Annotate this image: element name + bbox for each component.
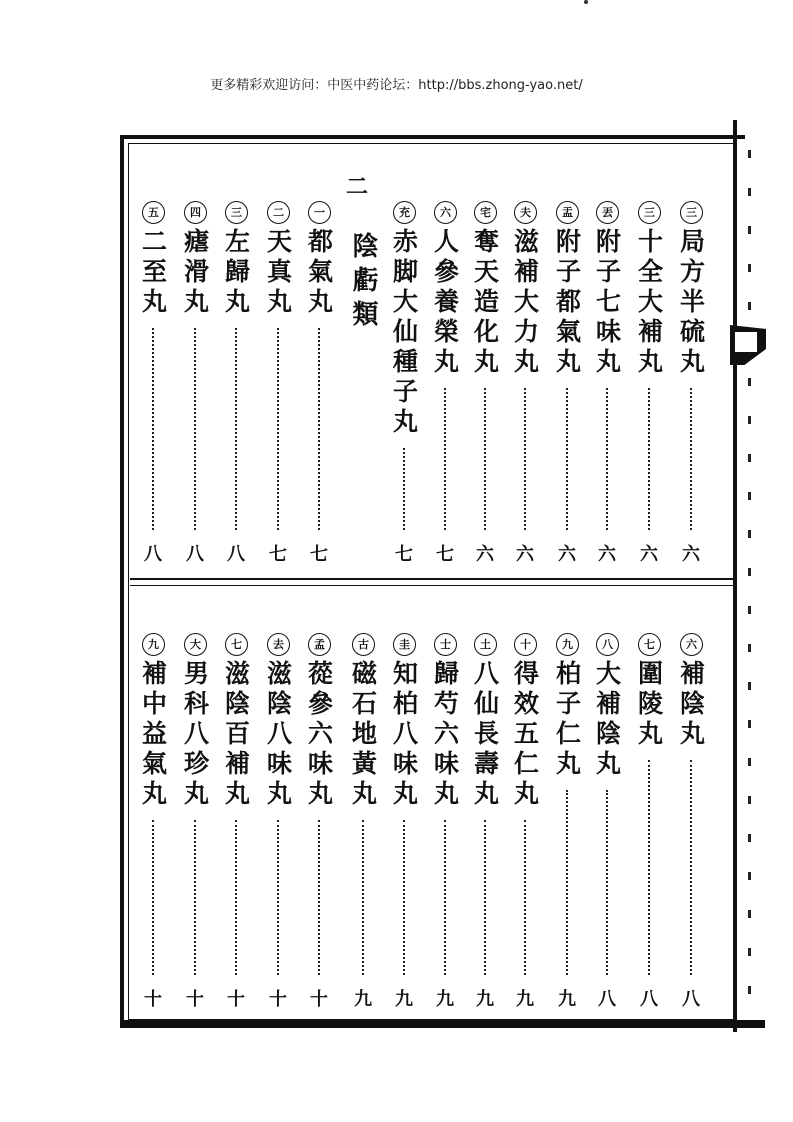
toc-entry (427, 633, 463, 810)
entry-title: 二至丸 (138, 228, 168, 318)
entry-page-number: 六 (558, 544, 576, 565)
entry-title: 圍陵丸 (634, 660, 664, 750)
entry-title: 八仙長壽丸 (470, 660, 500, 810)
entry-number: 一 (308, 201, 331, 224)
entry-number: 十 (514, 633, 537, 656)
entry-title: 補中益氣丸 (138, 660, 168, 810)
entry-title: 蓯參六味丸 (304, 660, 334, 810)
entry-number: 丟 (596, 201, 619, 224)
dot-leader (648, 760, 650, 975)
entry-title: 歸芍六味丸 (430, 660, 460, 810)
section-divider (130, 578, 735, 586)
toc-entry (589, 633, 625, 780)
entry-number: 大 (184, 633, 207, 656)
entry-page-number: 八 (227, 544, 245, 565)
dot-leader (484, 388, 486, 530)
dot-leader (444, 388, 446, 530)
entry-title: 得效五仁丸 (510, 660, 540, 810)
toc-entry (260, 201, 296, 318)
entry-title: 天真丸 (263, 228, 293, 318)
section-title: 陰虧類 (348, 232, 378, 334)
dot-leader (152, 820, 154, 975)
toc-entry (673, 633, 709, 750)
toc-entry (386, 633, 422, 810)
entry-title: 滋陰百補丸 (221, 660, 251, 810)
toc-entry (345, 633, 381, 810)
entry-page-number: 九 (516, 989, 534, 1010)
toc-entry (301, 633, 337, 810)
section-number: 二 (346, 174, 369, 200)
entry-title: 瘧滑丸 (180, 228, 210, 318)
dot-leader (648, 388, 650, 530)
entry-title: 附子七味丸 (592, 228, 622, 378)
entry-page-number: 九 (558, 989, 576, 1010)
entry-number: 三 (638, 201, 661, 224)
entry-number: 孟 (308, 633, 331, 656)
entry-number: 土 (474, 633, 497, 656)
toc-entry (135, 201, 171, 318)
tab-marker-inner (735, 332, 757, 352)
dot-leader (277, 820, 279, 975)
entry-title: 附子都氣丸 (552, 228, 582, 378)
entry-title: 補陰丸 (676, 660, 706, 750)
entry-title: 奪天造化丸 (470, 228, 500, 378)
entry-title: 磁石地黃丸 (348, 660, 378, 810)
entry-page-number: 七 (436, 544, 454, 565)
entry-number: 盂 (556, 201, 579, 224)
entry-number: 七 (638, 633, 661, 656)
entry-number: 三 (680, 201, 703, 224)
toc-entry (507, 633, 543, 810)
entry-number: 去 (267, 633, 290, 656)
toc-entry (631, 633, 667, 750)
entry-page-number: 八 (144, 544, 162, 565)
header-url: 更多精彩欢迎访问：中医中药论坛：http://bbs.zhong-yao.net/ (210, 78, 583, 93)
entry-page-number: 八 (186, 544, 204, 565)
entry-title: 赤脚大仙種子丸 (389, 228, 419, 438)
entry-number: 充 (393, 201, 416, 224)
entry-number: 圭 (393, 633, 416, 656)
entry-page-number: 六 (682, 544, 700, 565)
entry-page-number: 十 (310, 989, 328, 1010)
entry-title: 左歸丸 (221, 228, 251, 318)
entry-page-number: 六 (516, 544, 534, 565)
dot-leader (524, 820, 526, 975)
entry-page-number: 九 (436, 989, 454, 1010)
entry-page-number: 九 (354, 989, 372, 1010)
entry-number: 九 (142, 633, 165, 656)
entry-page-number: 六 (598, 544, 616, 565)
entry-page-number: 八 (682, 989, 700, 1010)
entry-number: 二 (267, 201, 290, 224)
entry-number: 宅 (474, 201, 497, 224)
dot-leader (318, 328, 320, 530)
entry-title: 大補陰丸 (592, 660, 622, 780)
dot-leader (606, 790, 608, 975)
entry-number: 七 (225, 633, 248, 656)
dot-leader (566, 388, 568, 530)
dot-leader (524, 388, 526, 530)
entry-page-number: 十 (186, 989, 204, 1010)
toc-entry (427, 201, 463, 378)
entry-number: 九 (556, 633, 579, 656)
entry-number: 三 (225, 201, 248, 224)
dot-leader (690, 388, 692, 530)
entry-title: 十全大補丸 (634, 228, 664, 378)
entry-number: 夫 (514, 201, 537, 224)
toc-entry (301, 201, 337, 318)
entry-page-number: 十 (144, 989, 162, 1010)
dot-leader (403, 820, 405, 975)
toc-entry (177, 201, 213, 318)
entry-page-number: 七 (310, 544, 328, 565)
entry-number: 八 (596, 633, 619, 656)
entry-title: 男科八珍丸 (180, 660, 210, 810)
entry-title: 滋補大力丸 (510, 228, 540, 378)
entry-page-number: 八 (640, 989, 658, 1010)
toc-entry (218, 201, 254, 318)
toc-entry (549, 201, 585, 378)
toc-entry (631, 201, 667, 378)
page-frame-spine (733, 120, 749, 1032)
dot-leader (194, 328, 196, 530)
entry-page-number: 八 (598, 989, 616, 1010)
entry-title: 局方半硫丸 (676, 228, 706, 378)
dot-leader (566, 790, 568, 975)
entry-page-number: 六 (476, 544, 494, 565)
toc-entry (260, 633, 296, 810)
entry-title: 柏子仁丸 (552, 660, 582, 780)
toc-entry (177, 633, 213, 810)
entry-page-number: 十 (269, 989, 287, 1010)
entry-number: 古 (352, 633, 375, 656)
entry-title: 滋陰八味丸 (263, 660, 293, 810)
dot-leader (152, 328, 154, 530)
dot-leader (194, 820, 196, 975)
entry-page-number: 九 (476, 989, 494, 1010)
toc-entry (467, 633, 503, 810)
entry-number: 四 (184, 201, 207, 224)
entry-page-number: 九 (395, 989, 413, 1010)
page-bottom-border (120, 1020, 765, 1028)
entry-title: 知柏八味丸 (389, 660, 419, 810)
toc-entry (507, 201, 543, 378)
spine-marks (748, 150, 751, 1020)
toc-entry (386, 201, 422, 438)
toc-entry (673, 201, 709, 378)
dot-leader (606, 388, 608, 530)
entry-title: 人參養榮丸 (430, 228, 460, 378)
entry-number: 五 (142, 201, 165, 224)
entry-page-number: 六 (640, 544, 658, 565)
dot-leader (277, 328, 279, 530)
entry-number: 士 (434, 633, 457, 656)
entry-page-number: 十 (227, 989, 245, 1010)
toc-entry (135, 633, 171, 810)
toc-entry (589, 201, 625, 378)
dot-leader (690, 760, 692, 975)
dot-leader (235, 820, 237, 975)
dot-leader (484, 820, 486, 975)
scan-speck (584, 0, 588, 4)
toc-entry (549, 633, 585, 780)
entry-number: 六 (680, 633, 703, 656)
entry-page-number: 七 (269, 544, 287, 565)
dot-leader (362, 820, 364, 975)
dot-leader (235, 328, 237, 530)
dot-leader (318, 820, 320, 975)
entry-page-number: 七 (395, 544, 413, 565)
dot-leader (444, 820, 446, 975)
entry-number: 六 (434, 201, 457, 224)
entry-title: 都氣丸 (304, 228, 334, 318)
toc-entry (467, 201, 503, 378)
toc-entry (218, 633, 254, 810)
dot-leader (403, 448, 405, 530)
